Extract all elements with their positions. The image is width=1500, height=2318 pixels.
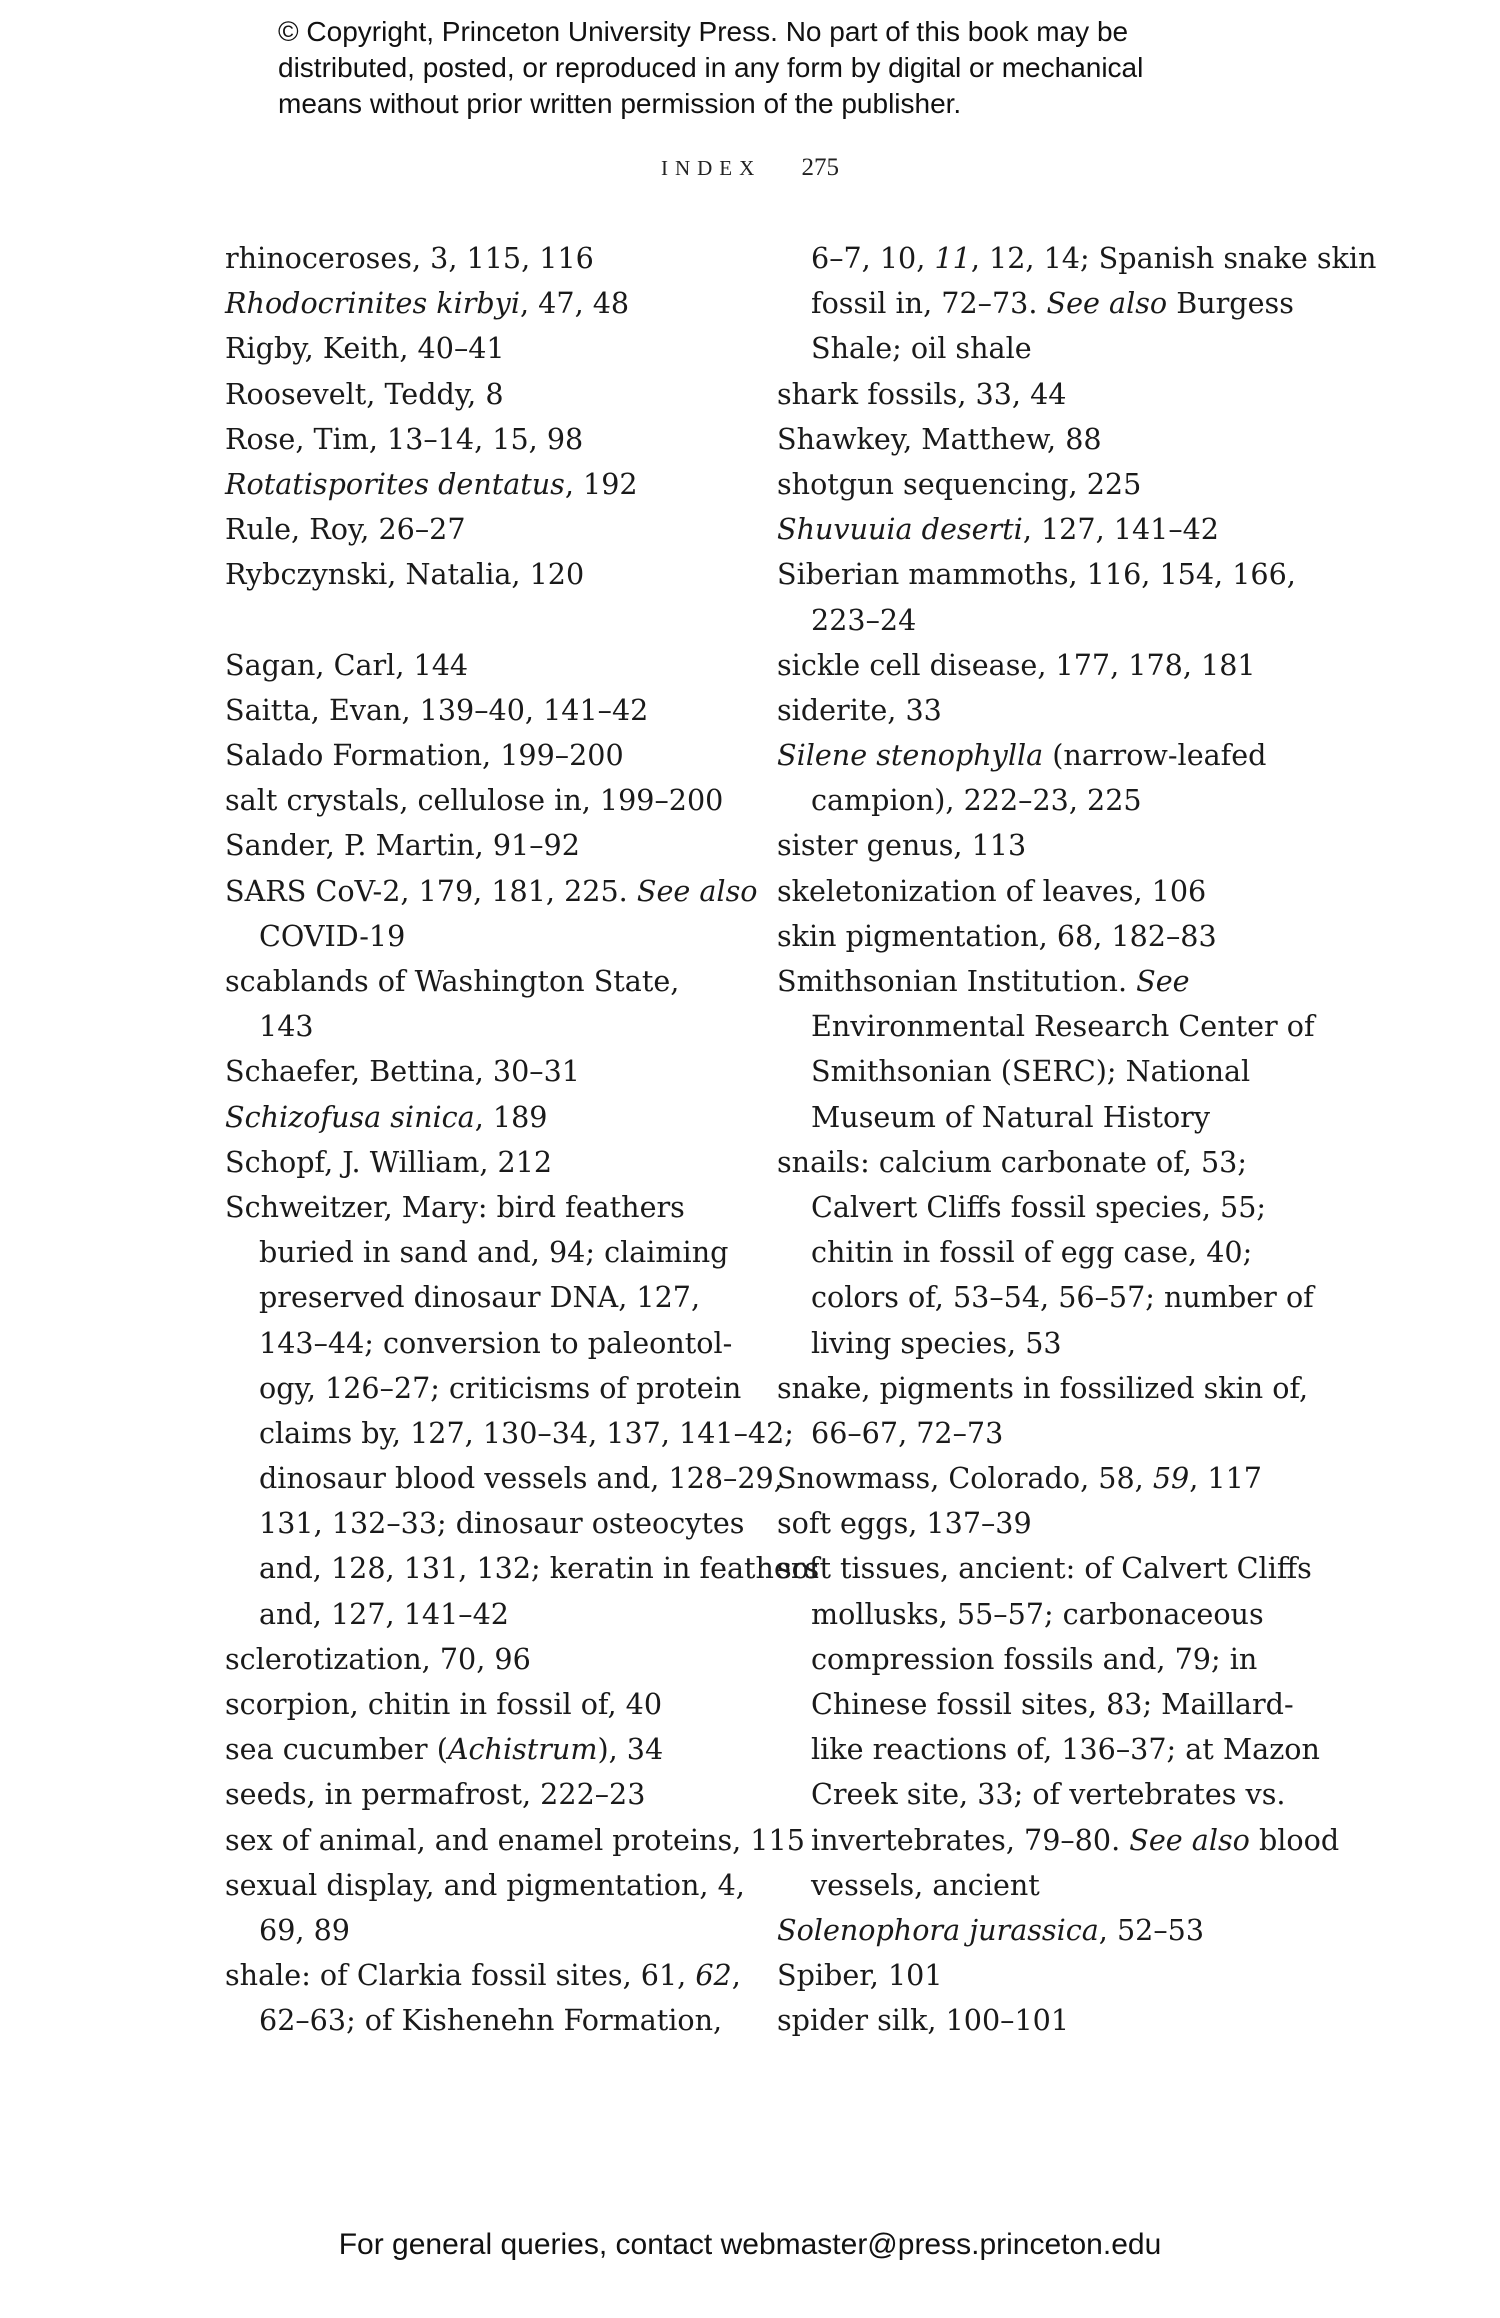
entry-text: fossil in, 72–73. bbox=[811, 286, 1047, 321]
index-entry-continuation: preserved dinosaur DNA, 127, bbox=[259, 1280, 701, 1315]
letter-group-gap bbox=[225, 598, 725, 643]
entry-term-italic: Rotatisporites dentatus bbox=[225, 466, 565, 501]
copyright-line: © Copyright, Princeton University Press. No part of this book may be bbox=[278, 16, 1129, 47]
illustration-page: 59 bbox=[1152, 1461, 1190, 1496]
index-entry: sex of animal, and enamel proteins, 115 bbox=[225, 1822, 805, 1857]
index-entry bbox=[777, 733, 1297, 778]
index-entry bbox=[777, 959, 1297, 1004]
index-entry bbox=[777, 1456, 1297, 1501]
index-entry bbox=[225, 869, 758, 914]
index-entry: scablands of Washington State, bbox=[225, 964, 680, 998]
index-entry: Sander, P. Martin, 91–92 bbox=[225, 828, 580, 863]
index-entry-continuation: COVID-19 bbox=[259, 918, 406, 953]
index-entry-continuation: Chinese fossil sites, 83; Maillard- bbox=[811, 1687, 1294, 1721]
index-entry-continuation: dinosaur blood vessels and, 128–29, bbox=[259, 1461, 783, 1496]
entry-text: , 12, 14; Spanish snake skin bbox=[970, 241, 1377, 275]
index-entry: rhinoceroses, 3, 115, 116 bbox=[225, 241, 594, 275]
running-head bbox=[0, 154, 1500, 182]
index-entry-continuation: and, 128, 131, 132; keratin in feathers bbox=[259, 1551, 820, 1586]
index-entry: snake, pigments in fossilized skin of, bbox=[777, 1370, 1309, 1405]
entry-pages: , 52–53 bbox=[1098, 1912, 1205, 1947]
index-entry-continuation: buried in sand and, 94; claiming bbox=[259, 1235, 729, 1270]
page-number: 275 bbox=[801, 154, 840, 181]
index-entry: shark fossils, 33, 44 bbox=[777, 376, 1067, 411]
index-entry-continuation: 223–24 bbox=[811, 602, 917, 637]
index-entry-continuation: chitin in fossil of egg case, 40; bbox=[811, 1235, 1253, 1270]
index-entry-continuation: and, 127, 141–42 bbox=[259, 1596, 509, 1631]
index-entry bbox=[225, 1953, 741, 1998]
index-entry-continuation: claims by, 127, 130–34, 137, 141–42; bbox=[259, 1415, 794, 1450]
copyright-line: means without prior written permission of the publisher. bbox=[278, 88, 962, 119]
index-entry: Rose, Tim, 13–14, 15, 98 bbox=[225, 421, 584, 456]
entry-term-italic: Solenophora jurassica bbox=[777, 1912, 1099, 1947]
copyright-line: distributed, posted, or reproduced in any form by digital or mechanical bbox=[278, 52, 1144, 83]
index-entry-continuation: vessels, ancient bbox=[811, 1867, 1040, 1902]
index-entry-continuation: 62–63; of Kishenehn Formation, bbox=[259, 2003, 723, 2038]
entry-text: (narrow-leafed bbox=[1043, 738, 1267, 773]
index-entry: Shawkey, Matthew, 88 bbox=[777, 421, 1102, 456]
entry-text: Burgess bbox=[1167, 286, 1294, 321]
index-entry: soft eggs, 137–39 bbox=[777, 1506, 1032, 1541]
index-column-left bbox=[225, 236, 820, 2044]
index-entry: skin pigmentation, 68, 182–83 bbox=[777, 918, 1217, 953]
cross-reference: See bbox=[1136, 964, 1190, 998]
index-entry-continuation bbox=[777, 1818, 1340, 1863]
index-entry: Sagan, Carl, 144 bbox=[225, 647, 469, 682]
section-title: INDEX bbox=[660, 156, 762, 180]
index-entry: Roosevelt, Teddy, 8 bbox=[225, 376, 504, 411]
index-entry bbox=[225, 1727, 725, 1772]
index-entry: Schweitzer, Mary: bird feathers bbox=[225, 1189, 685, 1224]
index-entry-continuation: 143–44; conversion to paleontol- bbox=[259, 1325, 733, 1360]
index-entry bbox=[225, 1095, 725, 1140]
index-entry-continuation: living species, 53 bbox=[811, 1325, 1062, 1360]
index-entry: scorpion, chitin in fossil of, 40 bbox=[225, 1687, 663, 1721]
copyright-notice bbox=[278, 14, 1278, 122]
index-entry-continuation: Museum of Natural History bbox=[811, 1099, 1211, 1134]
index-entry: sickle cell disease, 177, 178, 181 bbox=[777, 647, 1256, 682]
index-entry: Schopf, J. William, 212 bbox=[225, 1144, 553, 1179]
entry-term-italic: Achistrum bbox=[447, 1732, 598, 1767]
index-entry bbox=[777, 507, 1297, 552]
index-entry-continuation: 66–67, 72–73 bbox=[811, 1415, 1004, 1450]
index-entry: Saitta, Evan, 139–40, 141–42 bbox=[225, 692, 649, 727]
entry-text: SARS CoV-2, 179, 181, 225. bbox=[225, 873, 637, 908]
index-entry-continuation: Smithsonian (SERC); National bbox=[811, 1054, 1251, 1089]
index-entry: sclerotization, 70, 96 bbox=[225, 1641, 531, 1676]
index-entry: Salado Formation, 199–200 bbox=[225, 738, 624, 773]
entry-pages: , 127, 141–42 bbox=[1022, 512, 1220, 547]
entry-text: shale: of Clarkia fossil sites, 61, bbox=[225, 1958, 696, 1993]
index-entry bbox=[777, 1908, 1297, 1953]
entry-pages: ), 34 bbox=[597, 1732, 664, 1767]
index-entry-continuation: 143 bbox=[259, 1009, 314, 1044]
illustration-page: 62 bbox=[695, 1958, 732, 1993]
index-entry-continuation: Calvert Cliffs fossil species, 55; bbox=[811, 1189, 1267, 1224]
index-entry: Rigby, Keith, 40–41 bbox=[225, 331, 505, 366]
index-entry-continuation: colors of, 53–54, 56–57; number of bbox=[811, 1280, 1314, 1315]
index-entry-continuation: like reactions of, 136–37; at Mazon bbox=[811, 1732, 1320, 1767]
index-entry: salt crystals, cellulose in, 199–200 bbox=[225, 783, 724, 818]
index-entry: siderite, 33 bbox=[777, 692, 942, 727]
index-entry: Schaefer, Bettina, 30–31 bbox=[225, 1054, 580, 1089]
index-entry-continuation: mollusks, 55–57; carbonaceous bbox=[811, 1596, 1264, 1631]
index-entry: snails: calcium carbonate of, 53; bbox=[777, 1144, 1247, 1179]
index-entry: sexual display, and pigmentation, 4, bbox=[225, 1867, 745, 1902]
cross-reference: See also bbox=[1129, 1822, 1250, 1857]
index-entry-continuation: Shale; oil shale bbox=[811, 331, 1032, 366]
entry-text: sea cucumber ( bbox=[225, 1732, 448, 1767]
entry-pages: , 189 bbox=[474, 1099, 548, 1134]
index-entry-continuation: 131, 132–33; dinosaur osteocytes bbox=[259, 1506, 745, 1541]
index-entry bbox=[225, 281, 725, 326]
index-column-right bbox=[777, 236, 1377, 2044]
entry-text: 6–7, 10, bbox=[811, 241, 935, 275]
entry-term-italic: Rhodocrinites kirbyi bbox=[225, 286, 520, 321]
index-entry: spider silk, 100–101 bbox=[777, 2003, 1070, 2038]
index-entry: soft tissues, ancient: of Calvert Cliffs bbox=[777, 1551, 1312, 1586]
index-entry: skeletonization of leaves, 106 bbox=[777, 873, 1207, 908]
entry-text: invertebrates, 79–80. bbox=[811, 1822, 1130, 1857]
index-entry-continuation: Creek site, 33; of vertebrates vs. bbox=[811, 1777, 1286, 1812]
index-entry: sister genus, 113 bbox=[777, 828, 1027, 863]
entry-term-italic: Schizofusa sinica bbox=[225, 1099, 475, 1134]
cross-reference: See also bbox=[1046, 286, 1168, 321]
entry-pages: , bbox=[731, 1958, 741, 1993]
index-entry-continuation: Environmental Research Center of bbox=[811, 1009, 1315, 1044]
index-entry: shotgun sequencing, 225 bbox=[777, 466, 1142, 501]
entry-text: Smithsonian Institution. bbox=[777, 964, 1137, 998]
index-entry: Rule, Roy, 26–27 bbox=[225, 512, 466, 547]
entry-pages: , 47, 48 bbox=[520, 286, 630, 321]
index-entry: seeds, in permafrost, 222–23 bbox=[225, 1777, 646, 1812]
footer-contact: For general queries, contact webmaster@press.princeton.edu bbox=[338, 2228, 1162, 2261]
index-entry-continuation bbox=[777, 281, 1297, 326]
entry-text: Snowmass, Colorado, 58, bbox=[777, 1461, 1153, 1496]
index-entry-continuation: 69, 89 bbox=[259, 1912, 350, 1947]
index-entry: Rybczynski, Natalia, 120 bbox=[225, 557, 585, 592]
index-entry bbox=[225, 462, 725, 507]
entry-term-italic: Shuvuuia deserti bbox=[777, 512, 1023, 547]
index-entry-continuation bbox=[777, 236, 1377, 281]
entry-pages: , 192 bbox=[564, 466, 638, 501]
entry-term-italic: Silene stenophylla bbox=[777, 738, 1044, 773]
index-entry-continuation: campion), 222–23, 225 bbox=[811, 783, 1142, 818]
index-entry-continuation: compression fossils and, 79; in bbox=[811, 1641, 1258, 1676]
index-entry-continuation: ogy, 126–27; criticisms of protein bbox=[259, 1370, 742, 1405]
entry-pages: , 117 bbox=[1189, 1461, 1262, 1496]
cross-reference: See also bbox=[636, 873, 758, 908]
index-entry: Siberian mammoths, 116, 154, 166, bbox=[777, 557, 1296, 592]
index-entry: Spiber, 101 bbox=[777, 1958, 943, 1993]
entry-text: blood bbox=[1249, 1822, 1340, 1857]
illustration-page: 11 bbox=[934, 241, 971, 275]
